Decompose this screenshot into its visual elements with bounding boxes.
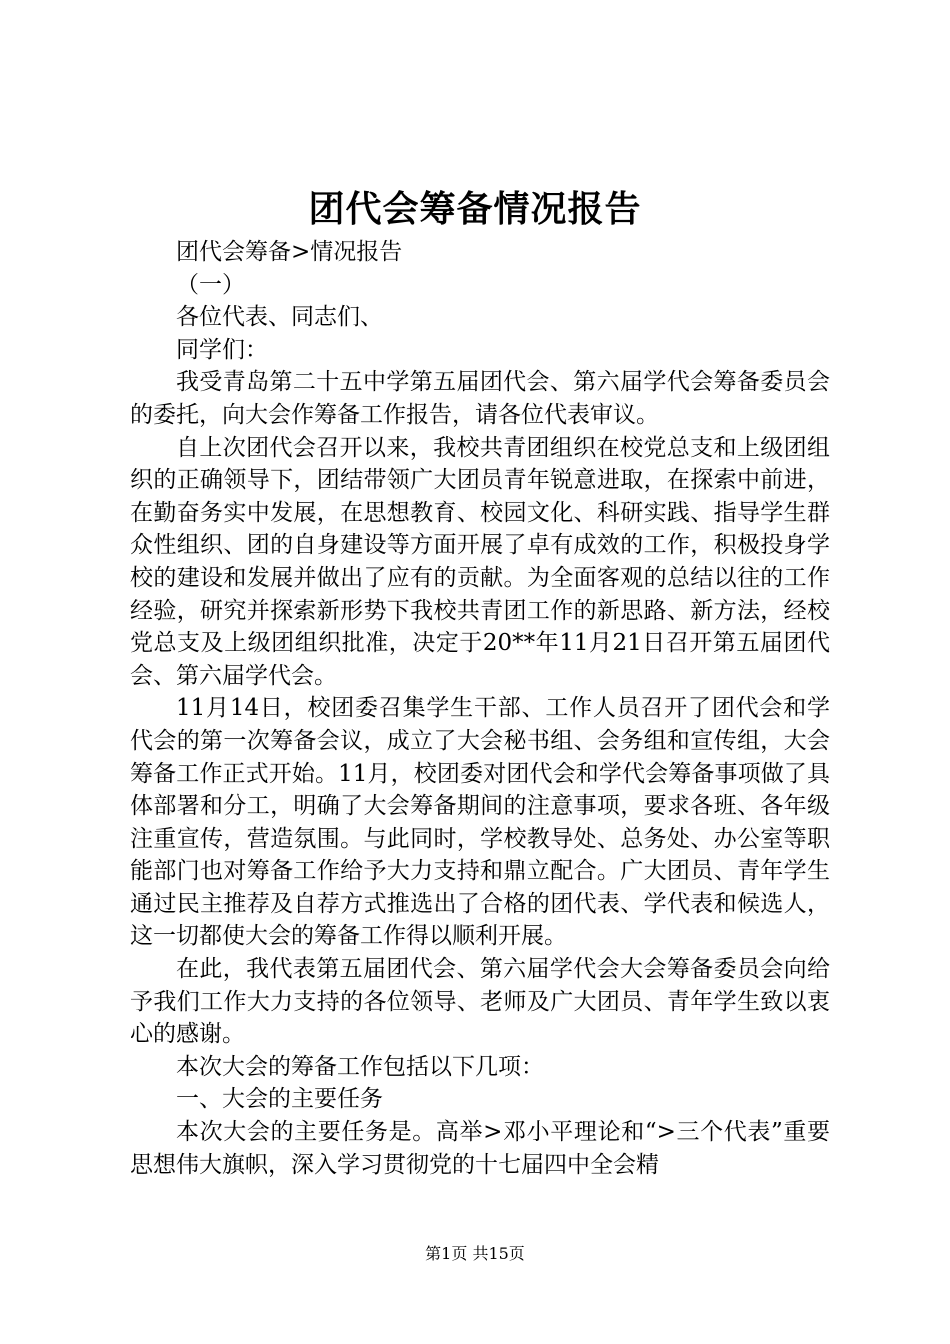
- document-title: 团代会筹备情况报告: [308, 188, 642, 230]
- section-number-line: （一）: [176, 271, 245, 298]
- salutation-line-students: 同学们：: [176, 336, 268, 363]
- paragraph-thanks: 在此，我代表第五届团代会、第六届学代会大会筹备委员会向给予我们工作大力支持的各位领导、老师及广大团员、青年学生致以衷心的感谢。: [130, 956, 830, 1048]
- subtitle-line: 团代会筹备>情况报告: [176, 239, 403, 265]
- paragraph-commission: 我受青岛第二十五中学第五届团代会、第六届学代会筹备委员会的委托，向大会作筹备工作报告，请各位代表审议。: [130, 369, 830, 428]
- paragraph-background: 自上次团代会召开以来，我校共青团组织在校党总支和上级团组织的正确领导下，团结带领广大团员青年锐意进取，在探索中前进，在勤奋务实中发展，在思想教育、校园文化、科研实践、指导学生群众性组织、团的自身建设等方面开展了卓有成效的工作，积极投身学校的建设和发展并做出了应有的贡献。为全面客观的总结以往的工作经验，研究并探索新形势下我校共青团工作的新思路、新方法，经校党总支及上级团组织批准，决定于20**年11月21日召开第五届团代会、第六届学代会。: [130, 434, 830, 689]
- paragraph-main-task: 本次大会的主要任务是。高举>邓小平理论和“>三个代表”重要思想伟大旗帜，深入学习贯彻党的十七届四中全会精: [130, 1119, 830, 1178]
- salutation-line: 各位代表、同志们、: [176, 304, 383, 331]
- section-heading: 一、大会的主要任务: [176, 1086, 383, 1113]
- intro-line: 本次大会的筹备工作包括以下几项：: [176, 1053, 544, 1080]
- paragraph-preparation: 11月14日，校团委召集学生干部、工作人员召开了团代会和学代会的第一次筹备会议，成立了大会秘书组、会务组和宣传组，大会筹备工作正式开始。11月，校团委对团代会和学代会筹备事项做了具体部署和分工，明确了大会筹备期间的注意事项，要求各班、各年级注重宣传，营造氛围。与此同时，学校教导处、总务处、办公室等职能部门也对筹备工作给予大力支持和鼎立配合。广大团员、青年学生通过民主推荐及自荐方式推选出了合格的团代表、学代表和候选人，这一切都使大会的筹备工作得以顺利开展。: [130, 695, 830, 950]
- page-footer: 第1页 共15页: [425, 1244, 525, 1263]
- document-body: [130, 236, 830, 1181]
